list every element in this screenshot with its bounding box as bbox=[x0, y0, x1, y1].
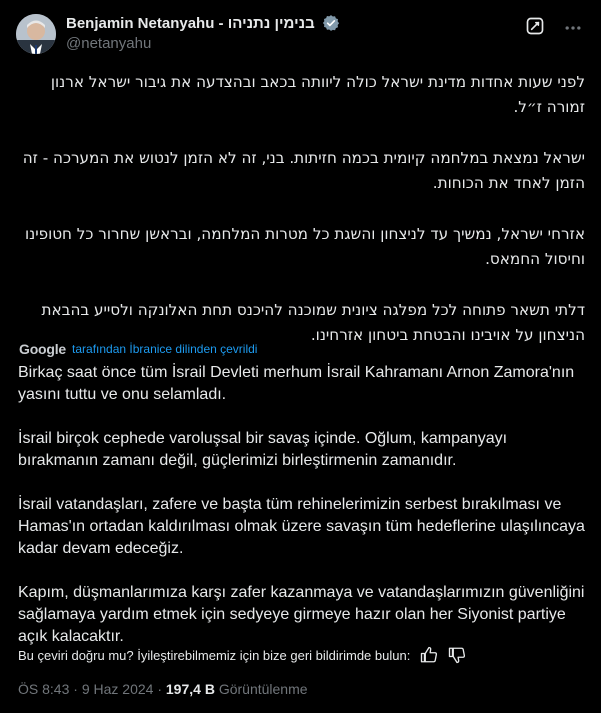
translated-paragraph: Birkaç saat önce tüm İsrail Devleti merhum İsrail Kahramanı Arnon Zamora'nın yasını tuttu ve onu selamladı. bbox=[18, 364, 575, 403]
author-display-name[interactable]: Benjamin Netanyahu - בנימין נתניהו bbox=[66, 14, 315, 32]
translated-paragraph: İsrail birçok cephede varoluşsal bir savaş içinde. Oğlum, kampanyayı bırakmanın zamanı değil, güçlerimizi birleştirmenin zamanıdır. bbox=[18, 430, 508, 469]
avatar[interactable] bbox=[16, 14, 56, 54]
post-paragraph: אזרחי ישראל, נמשיך עד לניצחון והשגת כל מטרות המלחמה, ובראשן שחרור כל חטופינו וחיסול החמאס. bbox=[24, 225, 585, 268]
post-text-translated bbox=[18, 362, 585, 670]
views-label: Görüntülenme bbox=[214, 681, 308, 697]
post-paragraph: לפני שעות אחדות מדינת ישראל כולה ליוותה בכאב ובהצדעה את גיבור ישראל ארנון זמורה ז״ל. bbox=[50, 73, 585, 116]
post-paragraph: דלתי תשאר פתוחה לכל מפלגה ציונית שמוכנה להיכנס תחת האלונקה ולסייע בהבאת הניצחון על אויבינו והבטחת ביטחון אזרחינו. bbox=[41, 301, 585, 344]
post-time[interactable]: ÖS 8:43 bbox=[18, 681, 70, 697]
feedback-prompt: Bu çeviri doğru mu? İyileştirebilmemiz için bize geri bildirimde bulun: bbox=[18, 647, 411, 663]
avatar-image bbox=[16, 14, 56, 54]
thumbs-up-icon[interactable] bbox=[420, 646, 438, 664]
google-logo: Google bbox=[19, 341, 67, 357]
grok-icon[interactable] bbox=[525, 16, 545, 36]
meta-separator: · bbox=[153, 681, 166, 697]
meta-separator: · bbox=[69, 681, 82, 697]
author-handle[interactable]: @netanyahu bbox=[66, 35, 152, 53]
post-text-original bbox=[16, 70, 585, 374]
translation-feedback bbox=[18, 646, 466, 664]
verified-badge-icon[interactable] bbox=[322, 14, 340, 32]
translation-attribution bbox=[19, 340, 257, 358]
post-paragraph: ישראל נמצאת במלחמה קיומית בכמה חזיתות. בני, זה לא הזמן לנטוש את המערכה - זה הזמן לאחד את הכוחות. bbox=[22, 149, 585, 192]
translated-paragraph: İsrail vatandaşları, zafere ve başta tüm rehinelerimizin serbest bırakılması ve Hamas'ın ortadan kaldırılması olmak üzere savaşın tüm hedeflerine ulaşılıncaya kadar devam edeceğiz. bbox=[18, 496, 585, 557]
post-meta bbox=[18, 681, 308, 697]
views-count: 197,4 B bbox=[165, 681, 215, 697]
more-options-icon[interactable] bbox=[563, 18, 583, 38]
translated-paragraph: Kapım, düşmanlarımıza karşı zafer kazanmaya ve vatandaşlarımızın güvenliğini sağlamaya yardım etmek için sedyeye girmeye hazır olan her Siyonist partiye açık kalacaktır. bbox=[18, 584, 585, 645]
translation-note-link[interactable]: tarafından İbranice dilinden çevrildi bbox=[72, 342, 258, 356]
thumbs-down-icon[interactable] bbox=[448, 646, 466, 664]
author-block bbox=[66, 14, 340, 52]
post-header bbox=[16, 12, 585, 60]
post-date[interactable]: 9 Haz 2024 bbox=[81, 681, 154, 697]
